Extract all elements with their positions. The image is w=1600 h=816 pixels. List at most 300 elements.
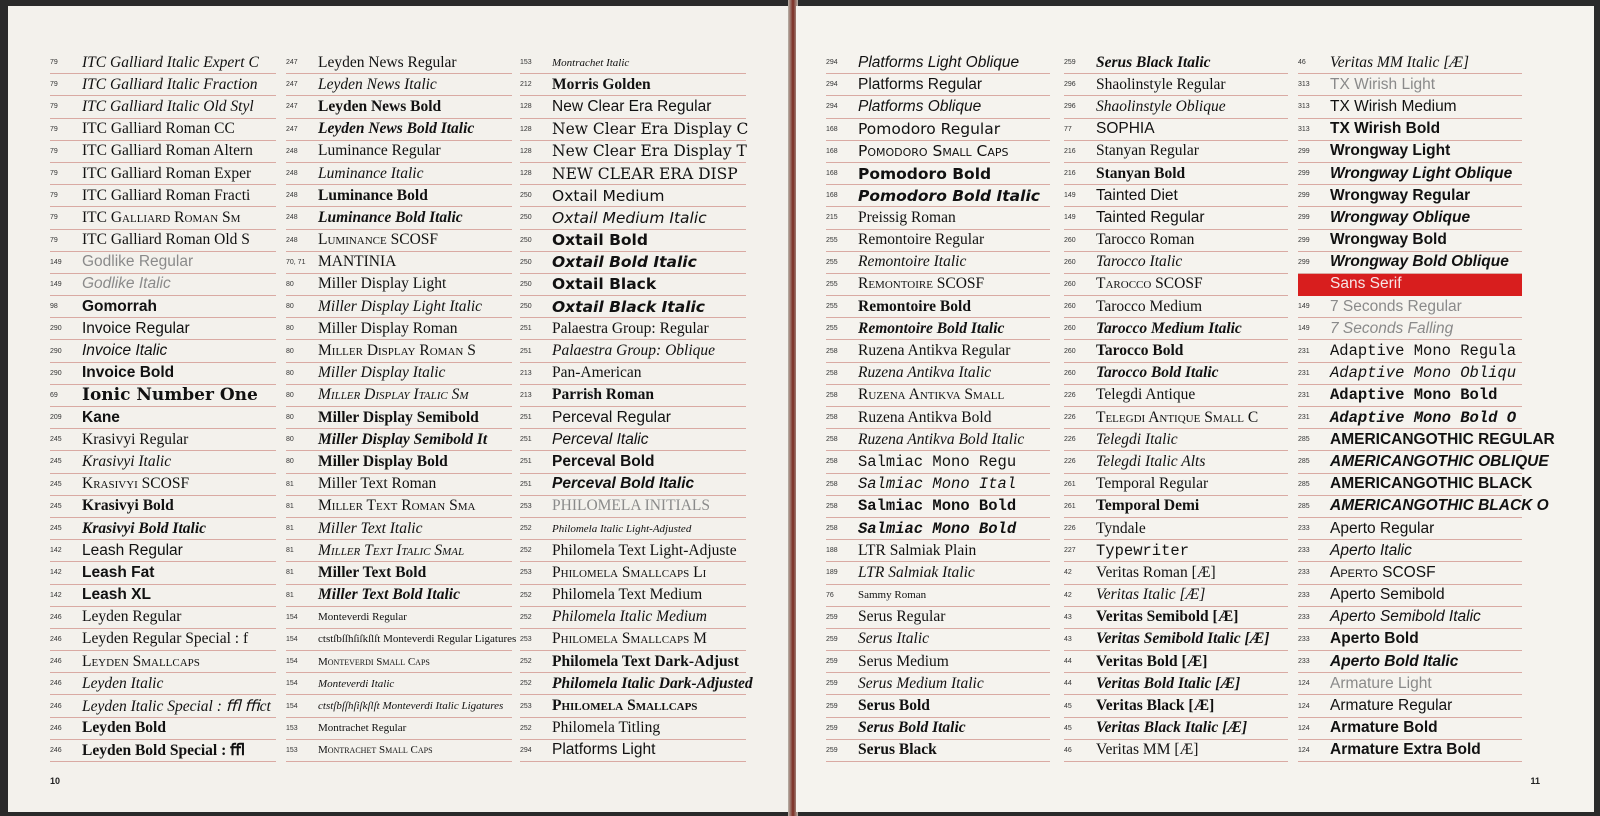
page-reference-number: 285 xyxy=(1298,436,1310,444)
font-name: Philomela Text Medium xyxy=(552,586,703,604)
page-reference-number: 252 xyxy=(520,591,532,599)
page-reference-number: 259 xyxy=(826,613,838,621)
page-reference-number: 260 xyxy=(1064,280,1076,288)
font-name: Tarocco Roman xyxy=(1096,231,1195,249)
page-reference-number: 258 xyxy=(826,480,838,488)
page-reference-number: 213 xyxy=(520,369,532,377)
page-reference-number: 260 xyxy=(1064,347,1076,355)
font-name: Wrongway Bold xyxy=(1330,231,1447,249)
page-reference-number: 290 xyxy=(50,325,62,333)
section-heading xyxy=(1298,274,1522,296)
font-name: Miller Display Roman xyxy=(318,319,458,337)
font-name: Sammy Roman xyxy=(858,589,927,602)
font-list-item xyxy=(1298,163,1522,185)
font-name: Veritas Bold Italic [Æ] xyxy=(1096,674,1241,692)
page-reference-number: 149 xyxy=(1064,192,1076,200)
font-name: Remontoire Bold xyxy=(858,297,971,315)
font-list-item xyxy=(520,585,746,607)
page-reference-number: 154 xyxy=(286,658,298,666)
page-reference-number: 231 xyxy=(1298,347,1310,355)
font-name: Leyden Smallcaps xyxy=(82,652,200,670)
font-name: Armature Extra Bold xyxy=(1330,741,1481,759)
font-list-item xyxy=(286,252,512,274)
page-reference-number: 128 xyxy=(520,125,532,133)
font-list-item xyxy=(1298,651,1522,673)
font-name: Remontoire Italic xyxy=(858,253,967,271)
font-list-item xyxy=(826,651,1050,673)
font-list-item xyxy=(50,318,276,340)
font-name: New Clear Era Regular xyxy=(552,97,712,115)
font-name: Oxtail Medium Italic xyxy=(552,208,707,227)
page-reference-number: 259 xyxy=(1064,59,1076,67)
font-name: Luminance Bold Italic xyxy=(318,208,463,226)
font-name: Perceval Bold Italic xyxy=(552,475,695,493)
page-reference-number: 45 xyxy=(1064,702,1072,710)
page-reference-number: 42 xyxy=(1064,569,1072,577)
page-reference-number: 81 xyxy=(286,525,294,533)
font-list-item xyxy=(826,518,1050,540)
page-reference-number: 233 xyxy=(1298,591,1310,599)
page-reference-number: 233 xyxy=(1298,569,1310,577)
left-page xyxy=(8,6,790,812)
font-name: Palaestra Group: Regular xyxy=(552,319,709,337)
font-list-item xyxy=(286,407,512,429)
font-name: Wrongway Bold Oblique xyxy=(1330,253,1509,271)
font-name: Kane xyxy=(82,408,120,426)
font-list-item xyxy=(50,385,276,407)
page-reference-number: 80 xyxy=(286,347,294,355)
page-reference-number: 79 xyxy=(50,125,58,133)
font-name: ctstſbſſhſiſkſlſt Monteverdi Italic Ligatures xyxy=(318,700,504,713)
font-list-item xyxy=(286,230,512,252)
page-reference-number: 299 xyxy=(1298,258,1310,266)
page-reference-number: 226 xyxy=(1064,414,1076,422)
font-list-item xyxy=(286,185,512,207)
font-name: Remontoire SCOSF xyxy=(858,275,985,293)
page-reference-number: 251 xyxy=(520,325,532,333)
page-reference-number: 154 xyxy=(286,680,298,688)
font-list-item xyxy=(826,407,1050,429)
page-reference-number: 261 xyxy=(1064,480,1076,488)
page-reference-number: 255 xyxy=(826,280,838,288)
page-reference-number: 168 xyxy=(826,170,838,178)
font-list-item xyxy=(520,274,746,296)
font-name: Remontoire Bold Italic xyxy=(858,319,1005,337)
font-name: Telegdi Antique Small C xyxy=(1096,408,1259,426)
font-name: Wrongway Regular xyxy=(1330,186,1471,204)
font-name: Perceval Regular xyxy=(552,408,671,426)
page-reference-number: 250 xyxy=(520,214,532,222)
font-list-item xyxy=(50,496,276,518)
font-list-item xyxy=(1064,163,1288,185)
font-list-item xyxy=(50,429,276,451)
font-list-item xyxy=(1298,496,1549,518)
font-name: Platforms Light xyxy=(552,741,656,759)
left-column-3 xyxy=(520,52,753,762)
font-list-item xyxy=(286,52,512,74)
font-list-item xyxy=(1064,474,1288,496)
font-list-item xyxy=(286,474,512,496)
font-list-item xyxy=(1064,496,1288,518)
font-list-item xyxy=(1298,474,1533,496)
font-list-item xyxy=(1064,695,1288,717)
page-reference-number: 216 xyxy=(1064,147,1076,155)
font-name: Stanyan Bold xyxy=(1096,164,1186,182)
page-reference-number: 149 xyxy=(1298,325,1310,333)
font-list-item xyxy=(826,562,1050,584)
page-reference-number: 252 xyxy=(520,724,532,732)
font-list-item xyxy=(520,718,746,740)
font-name: Tarocco Italic xyxy=(1096,253,1183,271)
font-list-item xyxy=(1298,451,1549,473)
font-list-item xyxy=(50,340,276,362)
font-name: Pomodoro Bold xyxy=(858,164,992,183)
page-reference-number: 154 xyxy=(286,635,298,643)
font-name: Philomela Text Light-Adjuste xyxy=(552,541,737,559)
font-list-item xyxy=(520,163,746,185)
font-list-item xyxy=(520,119,749,141)
page-reference-number: 299 xyxy=(1298,147,1310,155)
page-reference-number: 252 xyxy=(520,658,532,666)
font-list-item xyxy=(1064,562,1288,584)
page-reference-number: 253 xyxy=(520,502,532,510)
page-reference-number: 80 xyxy=(286,414,294,422)
font-list-item xyxy=(1064,96,1288,118)
font-list-item xyxy=(286,540,512,562)
page-reference-number: 252 xyxy=(520,547,532,555)
font-list-item xyxy=(1298,296,1522,318)
font-list-item xyxy=(1064,673,1288,695)
font-name: Salmiac Mono Regu xyxy=(858,452,1017,471)
page-reference-number: 259 xyxy=(826,658,838,666)
page-reference-number: 79 xyxy=(50,81,58,89)
page-reference-number: 259 xyxy=(826,724,838,732)
font-name: Godlike Regular xyxy=(82,253,194,271)
font-list-item xyxy=(520,740,746,762)
font-name: Sans Serif xyxy=(1330,275,1402,293)
font-name: AMERICANGOTHIC BLACK xyxy=(1330,475,1533,493)
font-list-item xyxy=(1064,429,1288,451)
font-name: Philomela Italic Medium xyxy=(552,608,707,626)
page-reference-number: 128 xyxy=(520,170,532,178)
page-reference-number: 70, 71 xyxy=(286,258,306,266)
font-name: Veritas Black [Æ] xyxy=(1096,697,1215,715)
font-list-item xyxy=(50,718,276,740)
font-list-item xyxy=(286,429,512,451)
font-name: Aperto Bold Italic xyxy=(1330,652,1459,670)
font-name: Miller Display Bold xyxy=(318,452,448,470)
font-name: Leyden Bold Special : ﬄ xyxy=(82,741,246,759)
font-list-item xyxy=(50,651,276,673)
font-name: Morris Golden xyxy=(552,75,651,93)
font-list-item xyxy=(826,629,1050,651)
font-list-item xyxy=(1298,119,1522,141)
page-reference-number: 250 xyxy=(520,303,532,311)
font-list-item xyxy=(1064,274,1288,296)
font-list-item xyxy=(520,562,746,584)
font-name: Krasivyi SCOSF xyxy=(82,475,190,493)
page-reference-number: 290 xyxy=(50,369,62,377)
font-list-item xyxy=(520,318,746,340)
right-column-1 xyxy=(826,52,1050,762)
font-name: Tarocco Medium Italic xyxy=(1096,319,1242,337)
font-list-item xyxy=(826,163,1050,185)
page-reference-number: 80 xyxy=(286,325,294,333)
font-name: Krasivyi Italic xyxy=(82,452,172,470)
font-list-item xyxy=(520,429,746,451)
right-column-2 xyxy=(1064,52,1288,762)
page-reference-number: 79 xyxy=(50,192,58,200)
page-reference-number: 245 xyxy=(50,480,62,488)
page-reference-number: 251 xyxy=(520,414,532,422)
font-name: Armature Regular xyxy=(1330,697,1453,715)
font-name: TX Wirish Light xyxy=(1330,75,1436,93)
font-name: Montrachet Small Caps xyxy=(318,744,433,757)
font-name: Leyden News Italic xyxy=(318,75,437,93)
font-list-item xyxy=(1064,185,1288,207)
font-list-item xyxy=(1298,185,1522,207)
font-list-item xyxy=(520,695,746,717)
page-reference-number: 209 xyxy=(50,414,62,422)
page-reference-number: 45 xyxy=(1064,724,1072,732)
font-name: PHILOMELA INITIALS xyxy=(552,497,710,515)
font-list-item xyxy=(1064,296,1288,318)
page-reference-number: 255 xyxy=(826,258,838,266)
font-list-item xyxy=(826,540,1050,562)
page-reference-number: 81 xyxy=(286,547,294,555)
font-name: Serus Medium Italic xyxy=(858,674,984,692)
page-reference-number: 80 xyxy=(286,436,294,444)
font-name: Miller Text Italic Smal xyxy=(318,541,465,559)
font-list-item xyxy=(1298,96,1522,118)
page-reference-number: 80 xyxy=(286,280,294,288)
page-reference-number: 168 xyxy=(826,192,838,200)
font-list-item xyxy=(286,562,512,584)
font-name: Tarocco Bold Italic xyxy=(1096,364,1219,382)
font-list-item xyxy=(1064,230,1288,252)
font-name: New Clear Era Display C xyxy=(552,120,749,139)
font-name: LTR Salmiak Plain xyxy=(858,541,977,559)
font-list-item xyxy=(50,230,276,252)
font-name: Serus Regular xyxy=(858,608,946,626)
page-reference-number: 231 xyxy=(1298,414,1310,422)
page-reference-number: 245 xyxy=(50,436,62,444)
font-list-item xyxy=(50,296,276,318)
font-name: Pomodoro Bold Italic xyxy=(858,186,1040,205)
font-name: Telegdi Antique xyxy=(1096,386,1196,404)
font-name: Veritas Semibold Italic [Æ] xyxy=(1096,630,1270,648)
font-list-item xyxy=(520,96,746,118)
page-reference-number: 79 xyxy=(50,236,58,244)
page-reference-number: 247 xyxy=(286,125,298,133)
page-reference-number: 233 xyxy=(1298,547,1310,555)
page-reference-number: 128 xyxy=(520,147,532,155)
page-reference-number: 246 xyxy=(50,613,62,621)
page-reference-number: 290 xyxy=(50,347,62,355)
font-name: Leyden Regular xyxy=(82,608,182,626)
page-reference-number: 46 xyxy=(1064,746,1072,754)
font-name: Pomodoro Small Caps xyxy=(858,142,1009,161)
font-list-item xyxy=(1064,518,1288,540)
font-name: Wrongway Light xyxy=(1330,142,1451,160)
page-reference-number: 252 xyxy=(520,613,532,621)
font-list-item xyxy=(286,518,512,540)
font-list-item xyxy=(520,518,746,540)
page-reference-number: 247 xyxy=(286,103,298,111)
font-name: Remontoire Regular xyxy=(858,231,985,249)
font-list-item xyxy=(520,52,746,74)
font-name: AMERICANGOTHIC REGULAR xyxy=(1330,430,1555,448)
font-list-item xyxy=(826,474,1050,496)
font-name: LTR Salmiak Italic xyxy=(858,563,975,581)
font-name: Palaestra Group: Oblique xyxy=(552,342,716,360)
font-name: Aperto Italic xyxy=(1330,541,1412,559)
font-name: Serus Medium xyxy=(858,652,949,670)
font-name: Ruzena Antikva Italic xyxy=(858,364,992,382)
font-name: 7 Seconds Regular xyxy=(1330,297,1462,315)
right-page xyxy=(796,6,1594,812)
font-list-item xyxy=(1298,607,1522,629)
font-list-item xyxy=(520,252,746,274)
font-name: ITC Galliard Roman Exper xyxy=(82,164,252,182)
font-name: Salmiac Mono Ital xyxy=(858,475,1017,494)
font-name: Leash Fat xyxy=(82,563,155,581)
font-name: Adaptive Mono Bold O xyxy=(1330,408,1517,427)
font-list-item xyxy=(286,651,512,673)
font-name: TX Wirish Medium xyxy=(1330,97,1457,115)
font-name: Telegdi Italic Alts xyxy=(1096,452,1206,470)
font-name: Veritas Italic [Æ] xyxy=(1096,586,1206,604)
font-list-item xyxy=(50,562,276,584)
font-list-item xyxy=(1298,252,1522,274)
font-name: ITC Galliard Roman Altern xyxy=(82,142,253,160)
page-reference-number: 261 xyxy=(1064,502,1076,510)
font-list-item xyxy=(520,340,746,362)
font-name: Philomela Smallcaps xyxy=(552,697,698,715)
page-reference-number: 124 xyxy=(1298,746,1310,754)
page-reference-number: 251 xyxy=(520,436,532,444)
font-list-item xyxy=(1298,673,1522,695)
page-reference-number: 296 xyxy=(1064,103,1076,111)
font-list-item xyxy=(1298,695,1522,717)
page-reference-number: 299 xyxy=(1298,170,1310,178)
font-name: Invoice Italic xyxy=(82,342,168,360)
font-name: Stanyan Regular xyxy=(1096,142,1199,160)
page-reference-number: 259 xyxy=(826,680,838,688)
page-reference-number: 79 xyxy=(50,59,58,67)
font-list-item xyxy=(1064,407,1288,429)
font-list-item xyxy=(520,496,746,518)
font-name: Philomela Italic Light-Adjusted xyxy=(552,522,692,535)
font-name: Miller Text Roman xyxy=(318,475,437,493)
font-list-item xyxy=(826,230,1050,252)
font-name: Miller Text Bold xyxy=(318,563,427,581)
font-list-item xyxy=(50,673,276,695)
font-name: Ruzena Antikva Small xyxy=(858,386,1005,404)
font-name: Serus Bold Italic xyxy=(858,719,966,737)
font-name: Typewriter xyxy=(1096,541,1190,560)
font-name: ctstſbſſhſiſkſlſt Monteverdi Regular Ligatures xyxy=(318,633,517,646)
page-reference-number: 231 xyxy=(1298,391,1310,399)
page-reference-number: 215 xyxy=(826,214,838,222)
font-list-item xyxy=(50,363,276,385)
font-list-item xyxy=(520,629,746,651)
font-name: Krasivyi Regular xyxy=(82,430,189,448)
font-list-item xyxy=(826,318,1050,340)
font-list-item xyxy=(826,274,1050,296)
font-list-item xyxy=(50,74,276,96)
font-name: Adaptive Mono Obliqu xyxy=(1330,364,1517,383)
font-list-item xyxy=(826,363,1050,385)
page-reference-number: 258 xyxy=(826,347,838,355)
page-reference-number: 43 xyxy=(1064,613,1072,621)
page-reference-number: 246 xyxy=(50,746,62,754)
font-list-item xyxy=(286,673,512,695)
font-list-item xyxy=(520,296,746,318)
font-name: Miller Display Semibold It xyxy=(318,430,488,448)
font-name: ITC Galliard Roman Sm xyxy=(82,208,241,226)
font-name: Philomela Italic Dark-Adjusted xyxy=(552,674,753,692)
font-name: Platforms Regular xyxy=(858,75,983,93)
font-list-item xyxy=(1064,651,1288,673)
font-name: New Clear Era Display T xyxy=(552,142,747,161)
font-list-item xyxy=(826,718,1050,740)
font-list-item xyxy=(1298,318,1522,340)
font-name: Oxtail Medium xyxy=(552,186,665,205)
font-name: Philomela Titling xyxy=(552,719,661,737)
page-reference-number: 79 xyxy=(50,170,58,178)
font-list-item xyxy=(520,185,746,207)
font-list-item xyxy=(286,318,512,340)
font-name: ITC Galliard Roman Old S xyxy=(82,231,250,249)
page-reference-number: 258 xyxy=(826,414,838,422)
font-list-item xyxy=(286,585,512,607)
font-list-item xyxy=(520,474,746,496)
font-name: Serus Bold xyxy=(858,697,930,715)
font-list-item xyxy=(826,385,1050,407)
font-name: Perceval Italic xyxy=(552,430,649,448)
font-list-item xyxy=(1064,119,1288,141)
font-list-item xyxy=(50,518,276,540)
font-name: Ruzena Antikva Regular xyxy=(858,342,1011,360)
font-name: Armature Bold xyxy=(1330,719,1438,737)
font-name: TX Wirish Bold xyxy=(1330,120,1441,138)
page-reference-number: 149 xyxy=(50,280,62,288)
page-reference-number: 153 xyxy=(286,724,298,732)
font-list-item xyxy=(50,540,276,562)
page-reference-number: 313 xyxy=(1298,81,1310,89)
font-name: Invoice Bold xyxy=(82,364,175,382)
font-name: Pan-American xyxy=(552,364,642,382)
font-name: Adaptive Mono Regula xyxy=(1330,342,1517,361)
font-name: 7 Seconds Falling xyxy=(1330,319,1454,337)
font-list-item xyxy=(50,207,276,229)
page-reference-number: 44 xyxy=(1064,680,1072,688)
font-list-item xyxy=(1064,318,1288,340)
font-name: Adaptive Mono Bold xyxy=(1330,386,1498,405)
font-name: Wrongway Light Oblique xyxy=(1330,164,1513,182)
font-list-item xyxy=(1064,340,1288,362)
font-list-item xyxy=(1064,207,1288,229)
page-reference-number: 231 xyxy=(1298,369,1310,377)
font-name: Krasivyi Bold Italic xyxy=(82,519,206,537)
font-list-item xyxy=(286,96,512,118)
font-name: Telegdi Italic xyxy=(1096,430,1178,448)
font-name: Gomorrah xyxy=(82,297,157,315)
font-name: Aperto Bold xyxy=(1330,630,1419,648)
page-reference-number: 258 xyxy=(826,369,838,377)
font-list-item xyxy=(520,74,746,96)
